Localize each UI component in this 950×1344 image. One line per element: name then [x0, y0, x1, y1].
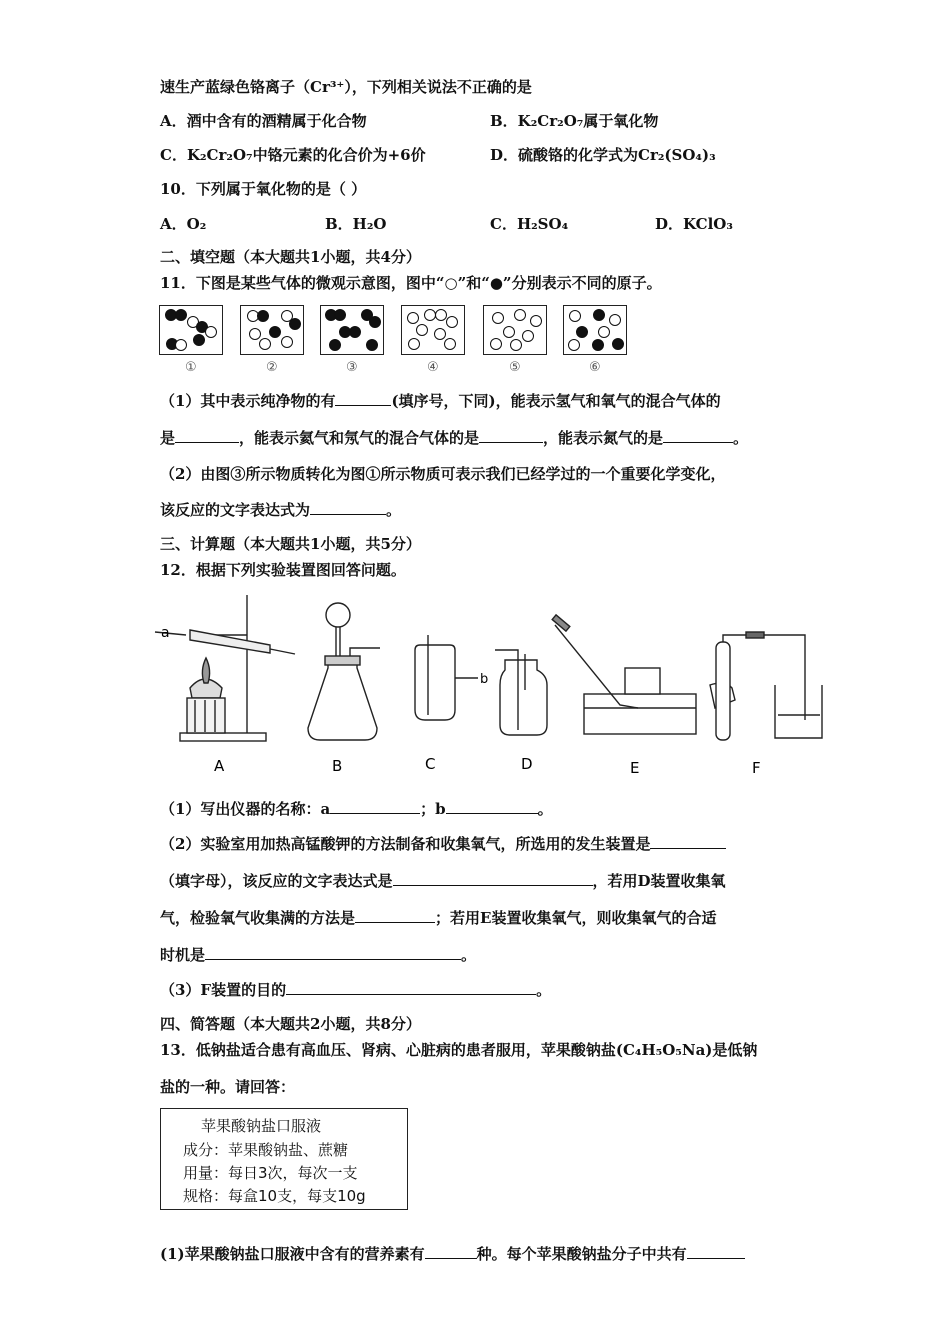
q12-p2-text-d: 气，检验氧气收集满的方法是 [160, 909, 356, 927]
product-label-dosage: 用量：每日3次，每次一支 [183, 1164, 358, 1182]
q11-p1-text-e: ，能表示氮气的是 [543, 429, 664, 447]
q12-part2-line4 [160, 945, 476, 965]
q12-blank-generator[interactable] [650, 834, 726, 849]
molecule-caption-5: ⑤ [509, 360, 521, 375]
q11-blank-expression[interactable] [310, 500, 386, 515]
q12-blank-purpose[interactable] [286, 980, 536, 995]
q12-p2-text-c: ，若用D装置收集氧 [592, 872, 726, 890]
q11-p2-text-c: 。 [386, 501, 402, 519]
apparatus-d [495, 650, 547, 735]
q13-stem-line2: 盐的一种。请回答： [160, 1078, 296, 1096]
q9-option-d: D．硫酸铬的化学式为Cr₂(SO₄)₃ [490, 146, 716, 164]
apparatus-label-d: D [521, 755, 533, 773]
product-label-spec: 规格：每盒10支，每支10g [183, 1187, 366, 1205]
q11-blank-n2[interactable] [663, 428, 733, 443]
apparatus-label-e: E [630, 759, 640, 777]
apparatus-e [552, 615, 696, 734]
apparatus-c [415, 635, 478, 720]
q12-p2-text-f: 时机是 [160, 946, 206, 964]
q9-option-a: A．酒中含有的酒精属于化合物 [160, 112, 367, 130]
q10-option-c: C．H₂SO₄ [490, 215, 569, 233]
q13-p1-text-a: (1)苹果酸钠盐口服液中含有的营养素有 [160, 1245, 425, 1263]
q9-option-c: C．K₂Cr₂O₇中铬元素的化合价为+6价 [160, 146, 426, 164]
q12-p2-text-e: ；若用E装置收集氧气，则收集氧气的合适 [435, 909, 717, 927]
q11-p1-text-c: 是 [160, 429, 176, 447]
q11-blank-pure[interactable] [335, 391, 391, 406]
q12-part3 [160, 980, 551, 1000]
q12-part2-line2 [160, 871, 726, 891]
apparatus-label-f: F [752, 759, 761, 777]
q12-part1 [160, 799, 553, 819]
q12-p1-text-b: ；b [420, 800, 446, 818]
q11-part2-line2 [160, 500, 401, 520]
molecule-caption-2: ② [266, 360, 278, 375]
apparatus-label-a: A [214, 757, 225, 775]
q11-blank-he-ne[interactable] [479, 428, 543, 443]
apparatus-label-b: B [332, 757, 343, 775]
q12-p3-text-a: （3）F装置的目的 [160, 981, 287, 999]
q12-blank-expression[interactable] [393, 871, 593, 886]
q12-p1-text-a: （1）写出仪器的名称：a [160, 800, 331, 818]
q12-p1-text-c: 。 [537, 800, 553, 818]
q11-p2-text-b: 该反应的文字表达式为 [160, 501, 311, 519]
apparatus-f [710, 632, 822, 740]
q12-blank-b[interactable] [446, 799, 538, 814]
molecule-box-2 [240, 305, 304, 355]
molecule-box-5 [483, 305, 547, 355]
q11-p1-text-f: 。 [733, 429, 749, 447]
molecule-box-1 [159, 305, 223, 355]
q12-stem: 12．根据下列实验装置图回答问题。 [160, 561, 406, 579]
q13-blank-atoms[interactable] [687, 1244, 745, 1259]
molecule-caption-4: ④ [427, 360, 439, 375]
q10-option-d: D．KClO₃ [655, 215, 733, 233]
label-b: b [480, 672, 489, 687]
q13-part1 [160, 1244, 745, 1264]
q11-part2-line1: （2）由图③所示物质转化为图①所示物质可表示我们已经学过的一个重要化学变化， [160, 465, 726, 483]
q11-p1-text-d: ，能表示氦气和氖气的混合气体的是 [239, 429, 480, 447]
molecule-caption-3: ③ [346, 360, 358, 375]
molecule-caption-6: ⑥ [589, 360, 601, 375]
q12-blank-timing[interactable] [205, 945, 461, 960]
q9-stem-tail: 速生产蓝绿色铬离子（Cr³⁺），下列相关说法不正确的是 [160, 78, 532, 96]
label-a: a [161, 625, 170, 641]
product-label [160, 1108, 408, 1210]
q12-p3-text-b: 。 [536, 981, 552, 999]
q13-stem-line1: 13．低钠盐适合患有高血压、肾病、心脏病的患者服用，苹果酸钠盐(C₄H₅O₅Na)是低钠 [160, 1041, 758, 1059]
q12-p2-text-b: （填字母），该反应的文字表达式是 [160, 872, 393, 890]
q11-stem: 11．下图是某些气体的微观示意图，图中“○”和“●”分别表示不同的原子。 [160, 274, 662, 292]
q10-stem: 10．下列属于氧化物的是（ ） [160, 180, 367, 198]
q10-option-b: B．H₂O [325, 215, 387, 233]
apparatus-label-c: C [425, 755, 436, 773]
molecule-box-6 [563, 305, 627, 355]
apparatus-diagram [150, 590, 840, 790]
molecule-caption-1: ① [185, 360, 197, 375]
q11-part1-line2 [160, 428, 748, 448]
q11-p1-text-a: （1）其中表示纯净物的有 [160, 392, 336, 410]
section-3-heading: 三、计算题（本大题共1小题，共5分） [160, 535, 421, 553]
q10-option-a: A．O₂ [160, 215, 207, 233]
section-2-heading: 二、填空题（本大题共1小题，共4分） [160, 248, 421, 266]
q12-blank-a[interactable] [330, 799, 420, 814]
q12-part2-line1 [160, 834, 726, 854]
product-label-title: 苹果酸钠盐口服液 [201, 1117, 322, 1135]
q11-p1-text-b: (填序号，下同)，能表示氢气和氧气的混合气体的 [391, 392, 721, 410]
molecule-box-3 [320, 305, 384, 355]
product-label-ingredients: 成分：苹果酸钠盐、蔗糖 [183, 1141, 349, 1159]
molecule-box-4 [401, 305, 465, 355]
q12-p2-text-g: 。 [461, 946, 477, 964]
q9-option-b: B．K₂Cr₂O₇属于氧化物 [490, 112, 659, 130]
q12-p2-text-a: （2）实验室用加热高锰酸钾的方法制备和收集氧气，所选用的发生装置是 [160, 835, 651, 853]
q11-part1-line1 [160, 391, 721, 411]
q12-blank-check-full[interactable] [355, 908, 435, 923]
q13-blank-nutrients[interactable] [425, 1244, 477, 1259]
q12-part2-line3 [160, 908, 716, 928]
apparatus-a [155, 595, 295, 741]
q13-p1-text-b: 种。每个苹果酸钠盐分子中共有 [476, 1245, 687, 1263]
apparatus-b [308, 603, 380, 740]
section-4-heading: 四、简答题（本大题共2小题，共8分） [160, 1015, 421, 1033]
q11-blank-h2-o2[interactable] [175, 428, 239, 443]
